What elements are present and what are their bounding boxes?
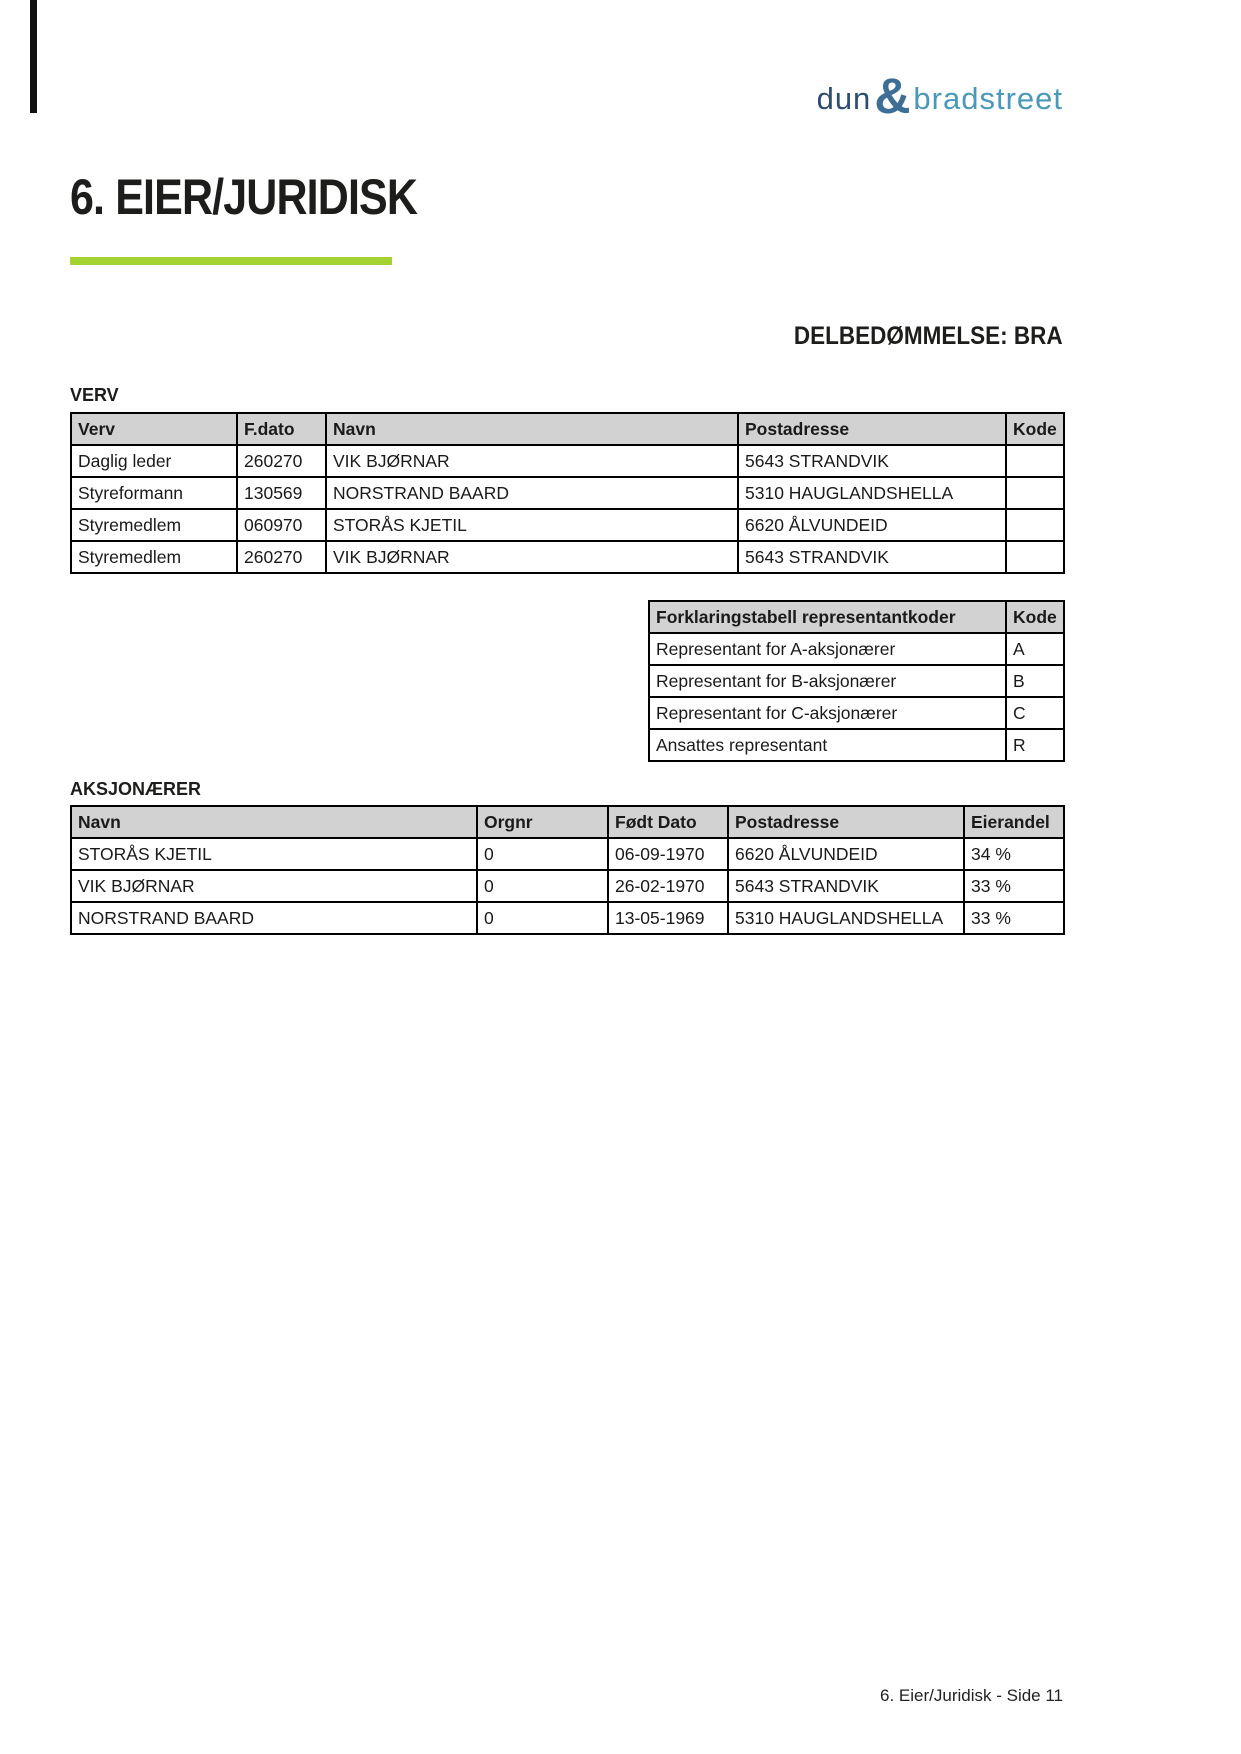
- column-header: F.dato: [237, 413, 326, 445]
- section-label-verv: VERV: [70, 385, 119, 405]
- table-cell: 0: [477, 870, 608, 902]
- table-cell: Ansattes representant: [649, 729, 1006, 761]
- green-accent-rule: [70, 257, 392, 265]
- table-cell: Representant for B-aksjonærer: [649, 665, 1006, 697]
- column-header: Verv: [71, 413, 237, 445]
- table-header-row: [71, 806, 1064, 838]
- table-cell: 33 %: [964, 870, 1064, 902]
- table-cell: NORSTRAND BAARD: [326, 477, 738, 509]
- table-cell: [1006, 445, 1064, 477]
- table-row: [71, 477, 1064, 509]
- table-cell: Styreformann: [71, 477, 237, 509]
- table-row: [649, 697, 1064, 729]
- table-row: [71, 541, 1064, 573]
- table-cell: R: [1006, 729, 1064, 761]
- representative-codes-table: [648, 600, 1065, 762]
- table-cell: 13-05-1969: [608, 902, 728, 934]
- table-cell: 6620 ÅLVUNDEID: [738, 509, 1006, 541]
- column-header: Orgnr: [477, 806, 608, 838]
- scan-edge-mark: [30, 0, 37, 113]
- table-header-row: [649, 601, 1064, 633]
- column-header: Kode: [1006, 413, 1064, 445]
- table-cell: B: [1006, 665, 1064, 697]
- table-cell: 0: [477, 902, 608, 934]
- logo-text-bradstreet: bradstreet: [913, 81, 1063, 116]
- table-cell: VIK BJØRNAR: [326, 445, 738, 477]
- table-cell: STORÅS KJETIL: [71, 838, 477, 870]
- table-cell: [1006, 509, 1064, 541]
- table-cell: 06-09-1970: [608, 838, 728, 870]
- table-cell: 060970: [237, 509, 326, 541]
- table-cell: 5643 STRANDVIK: [738, 445, 1006, 477]
- table-cell: 5310 HAUGLANDSHELLA: [728, 902, 964, 934]
- logo-text-dun: dun: [816, 81, 872, 116]
- column-header: Født Dato: [608, 806, 728, 838]
- table-cell: 260270: [237, 541, 326, 573]
- table-row: [71, 870, 1064, 902]
- table-row: [649, 729, 1064, 761]
- column-header: Kode: [1006, 601, 1064, 633]
- table-cell: [1006, 477, 1064, 509]
- column-header: Eierandel: [964, 806, 1064, 838]
- table-cell: 0: [477, 838, 608, 870]
- table-header-row: [71, 413, 1064, 445]
- table-cell: Representant for C-aksjonærer: [649, 697, 1006, 729]
- table-cell: Styremedlem: [71, 541, 237, 573]
- table-cell: Styremedlem: [71, 509, 237, 541]
- table-cell: 33 %: [964, 902, 1064, 934]
- table-cell: C: [1006, 697, 1064, 729]
- table-cell: 130569: [237, 477, 326, 509]
- column-header: Navn: [326, 413, 738, 445]
- column-header: Postadresse: [738, 413, 1006, 445]
- table-cell: 5643 STRANDVIK: [738, 541, 1006, 573]
- ampersand-icon: &: [874, 68, 911, 124]
- section-label-aksjonaerer: AKSJONÆRER: [70, 779, 202, 799]
- table-row: [71, 445, 1064, 477]
- table-cell: STORÅS KJETIL: [326, 509, 738, 541]
- table-row: [649, 665, 1064, 697]
- column-header: Forklaringstabell representantkoder: [649, 601, 1006, 633]
- sub-assessment-heading: DELBEDØMMELSE: BRA: [794, 322, 1063, 350]
- page-title: 6. EIER/JURIDISK: [70, 169, 418, 225]
- table-cell: NORSTRAND BAARD: [71, 902, 477, 934]
- table-row: [71, 902, 1064, 934]
- table-row: [71, 509, 1064, 541]
- table-cell: 26-02-1970: [608, 870, 728, 902]
- shareholders-table: [70, 805, 1065, 935]
- table-cell: A: [1006, 633, 1064, 665]
- table-cell: 5310 HAUGLANDSHELLA: [738, 477, 1006, 509]
- table-cell: 5643 STRANDVIK: [728, 870, 964, 902]
- column-header: Navn: [71, 806, 477, 838]
- table-row: [649, 633, 1064, 665]
- table-row: [71, 838, 1064, 870]
- verv-table: [70, 412, 1065, 574]
- table-cell: 6620 ÅLVUNDEID: [728, 838, 964, 870]
- table-cell: 260270: [237, 445, 326, 477]
- table-cell: Representant for A-aksjonærer: [649, 633, 1006, 665]
- table-cell: [1006, 541, 1064, 573]
- page-footer: 6. Eier/Juridisk - Side 11: [880, 1686, 1063, 1705]
- table-cell: 34 %: [964, 838, 1064, 870]
- dun-and-bradstreet-logo: [816, 68, 1063, 124]
- table-cell: VIK BJØRNAR: [326, 541, 738, 573]
- table-cell: VIK BJØRNAR: [71, 870, 477, 902]
- table-cell: Daglig leder: [71, 445, 237, 477]
- column-header: Postadresse: [728, 806, 964, 838]
